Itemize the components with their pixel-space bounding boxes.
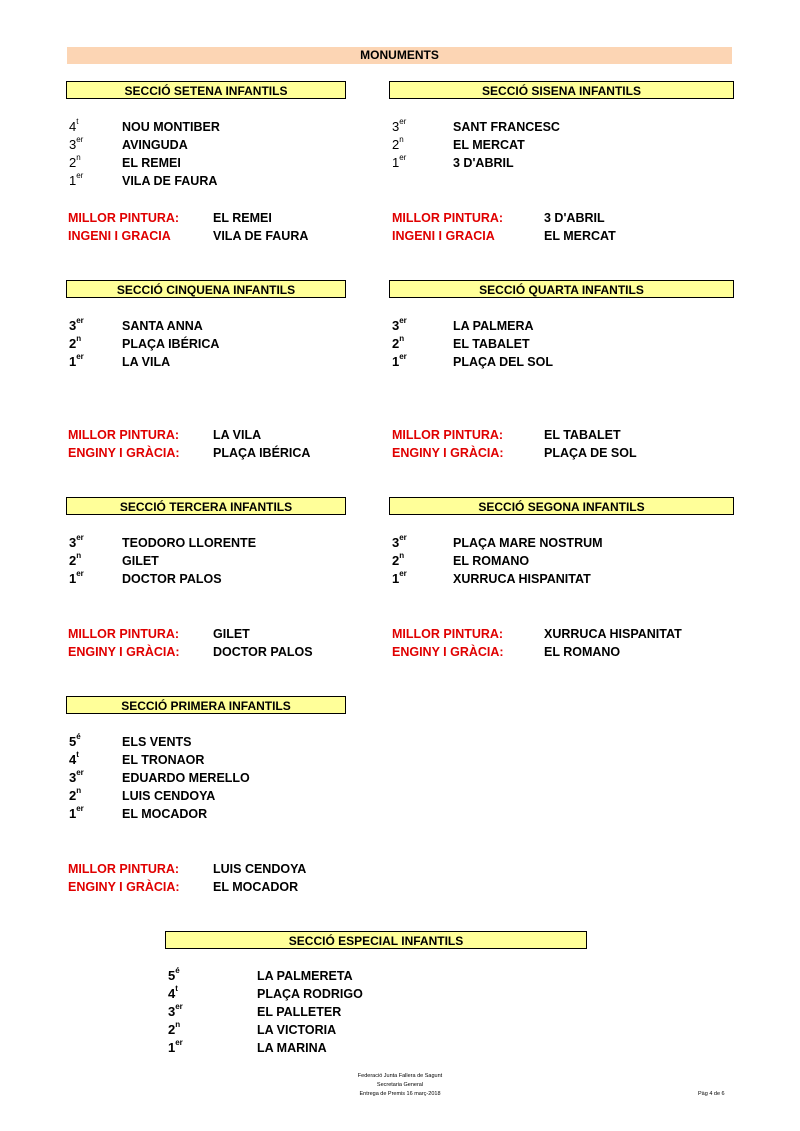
award-value: VILA DE FAURA — [213, 229, 309, 243]
section-quarta-title: SECCIÓ QUARTA INFANTILS — [389, 280, 734, 298]
award-value: GILET — [213, 627, 250, 641]
award-label: ENGINY I GRÀCIA: — [392, 446, 504, 460]
award-label: MILLOR PINTURA: — [68, 211, 180, 225]
award-label: MILLOR PINTURA: — [68, 428, 180, 442]
page-number: Pàg 4 de 6 — [698, 1091, 725, 1097]
section-cinquena-title: SECCIÓ CINQUENA INFANTILS — [66, 280, 346, 298]
award-value: XURRUCA HISPANITAT — [544, 627, 682, 641]
award-label: MILLOR PINTURA: — [68, 862, 180, 876]
award-label: ENGINY I GRÀCIA: — [68, 446, 180, 460]
award-value: PLAÇA IBÉRICA — [213, 446, 311, 460]
section-primera-title: SECCIÓ PRIMERA INFANTILS — [66, 696, 346, 714]
award-value: EL MOCADOR — [213, 880, 299, 894]
award-label: INGENI I GRACIA — [392, 229, 495, 243]
award-label: ENGINY I GRÀCIA: — [68, 645, 180, 659]
award-label: MILLOR PINTURA: — [392, 428, 504, 442]
award-label: ENGINY I GRÀCIA: — [68, 880, 180, 894]
footer-line: Secretaria General — [376, 1082, 424, 1088]
section-setena-title: SECCIÓ SETENA INFANTILS — [66, 81, 346, 99]
award-label: MILLOR PINTURA: — [68, 627, 180, 641]
award-value: EL ROMANO — [544, 645, 621, 659]
section-segona-title: SECCIÓ SEGONA INFANTILS — [389, 497, 734, 515]
award-value: EL MERCAT — [544, 229, 616, 243]
section-especial-title: SECCIÓ ESPECIAL INFANTILS — [165, 931, 587, 949]
award-value: EL TABALET — [544, 428, 621, 442]
award-label: INGENI I GRACIA — [68, 229, 171, 243]
award-value: LA VILA — [213, 428, 262, 442]
award-label: MILLOR PINTURA: — [392, 627, 504, 641]
section-tercera-title: SECCIÓ TERCERA INFANTILS — [66, 497, 346, 515]
award-value: PLAÇA DE SOL — [544, 446, 637, 460]
award-label: MILLOR PINTURA: — [392, 211, 504, 225]
award-value: EL REMEI — [213, 211, 272, 225]
page-title-banner: MONUMENTS — [67, 47, 732, 64]
footer-line: Entrega de Premis 16 març-2018 — [359, 1091, 441, 1097]
page-footer — [320, 1072, 480, 1099]
award-value: DOCTOR PALOS — [213, 645, 313, 659]
award-value: 3 D'ABRIL — [544, 211, 605, 225]
award-value: LUIS CENDOYA — [213, 862, 307, 876]
section-sisena-title: SECCIÓ SISENA INFANTILS — [389, 81, 734, 99]
footer-line: Federació Junta Fallera de Sagunt — [357, 1073, 443, 1079]
award-label: ENGINY I GRÀCIA: — [392, 645, 504, 659]
